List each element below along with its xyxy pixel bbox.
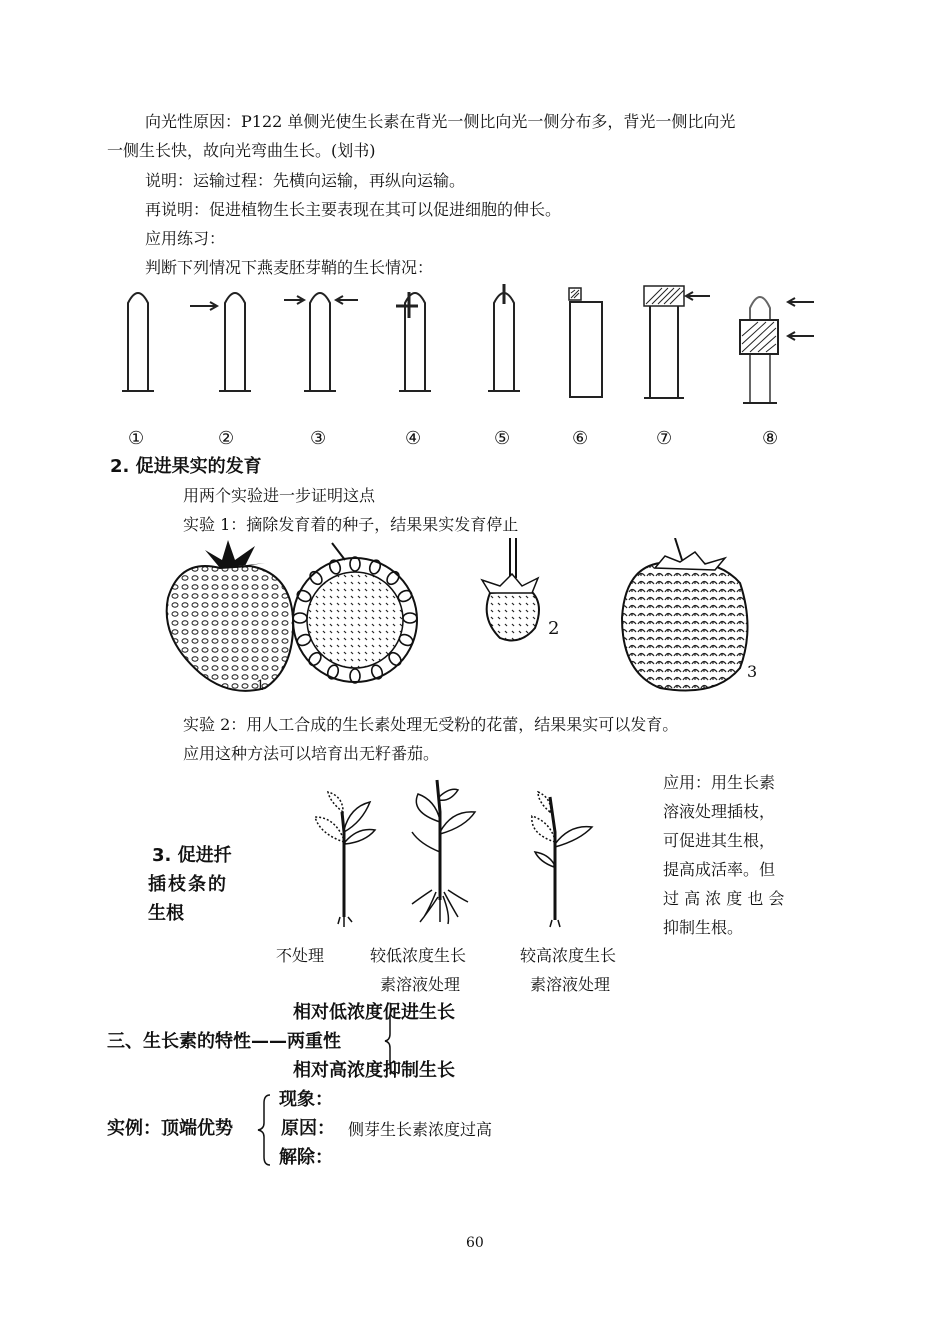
coleoptile-label-3: ③ [310, 428, 327, 449]
section-2-proof: 用两个实验进一步证明这点 [183, 486, 376, 505]
intro-line-1: 向光性原因：P122 单侧光使生长素在背光一侧比向光一侧分布多，背光一侧比向光 [145, 112, 736, 131]
example-cause-key: 原因： [281, 1118, 335, 1139]
strawberry-whole [167, 540, 293, 691]
experiment-2: 实验 2：用人工合成的生长素处理无受粉的花蕾，结果果实可以发育。 [183, 715, 679, 734]
example-phenomenon-key: 现象： [279, 1089, 333, 1110]
application-line-3: 可促进其生根， [663, 831, 776, 850]
intro-line-2: 一侧生长快，故向光弯曲生长。(划书) [107, 141, 376, 160]
coleoptile-label-1: ① [128, 428, 145, 449]
section-2-title: 2. 促进果实的发育 [110, 456, 262, 477]
cutting-untreated [315, 792, 375, 927]
caption-high-line-2: 素溶液处理 [530, 975, 611, 994]
note-1: 说明：运输过程：先横向运输，再纵向运输。 [145, 171, 466, 190]
practice-label: 应用练习： [145, 229, 226, 248]
strawberry-small [482, 538, 539, 640]
page-number: 60 [466, 1235, 484, 1251]
application-line-4: 提高成活率。但 [663, 860, 776, 879]
caption-low-line-2: 素溶液处理 [380, 975, 461, 994]
question: 判断下列情况下燕麦胚芽鞘的生长情况： [145, 258, 434, 277]
note-2: 再说明：促进植物生长主要表现在其可以促进细胞的伸长。 [145, 200, 562, 219]
strawberry-section [293, 543, 417, 683]
application-line-1: 应用：用生长素 [663, 773, 776, 792]
coleoptile-label-4: ④ [405, 428, 422, 449]
application-line-5: 过 高 浓 度 也 会 [663, 889, 785, 908]
cutting-high-concentration [532, 792, 592, 927]
coleoptile-1 [122, 293, 154, 391]
section-3-title-line-3: 生根 [148, 903, 184, 924]
duality-brace [384, 1006, 404, 1076]
coleoptile-7 [644, 286, 710, 398]
example-label: 实例：顶端优势 [107, 1118, 233, 1139]
caption-high-line-1: 较高浓度生长 [520, 946, 617, 965]
example-removal-key: 解除： [279, 1147, 333, 1168]
caption-untreated: 不处理 [276, 946, 325, 965]
example-cause-value: 侧芽生长素浓度过高 [348, 1120, 493, 1139]
coleoptile-figure [100, 278, 840, 408]
fruit-label-3: 3 [747, 662, 758, 681]
coleoptile-8 [740, 297, 814, 403]
duality-heading: 三、生长素的特性——两重性 [107, 1031, 341, 1052]
duality-top: 相对低浓度促进生长 [293, 1002, 455, 1023]
duality-bottom: 相对高浓度抑制生长 [293, 1060, 455, 1081]
caption-low-line-1: 较低浓度生长 [370, 946, 467, 965]
section-3-title-line-1: 3. 促进扦 [152, 845, 232, 866]
cutting-low-concentration [412, 780, 475, 924]
strawberry-figure [160, 538, 780, 698]
application-line-6: 抑制生根。 [663, 918, 744, 937]
example-brace [256, 1093, 276, 1167]
strawberry-large [622, 538, 748, 691]
coleoptile-3 [284, 293, 358, 391]
coleoptile-label-7: ⑦ [656, 428, 673, 449]
fruit-label-2: 2 [548, 618, 560, 639]
coleoptile-label-5: ⑤ [494, 428, 511, 449]
fruit-label-1: 1 [256, 678, 265, 694]
coleoptile-label-8: ⑧ [762, 428, 779, 449]
section-3-title-line-2: 插枝条的 [148, 874, 228, 895]
experiment-1: 实验 1：摘除发育着的种子，结果果实发育停止 [183, 515, 519, 534]
coleoptile-label-6: ⑥ [572, 428, 589, 449]
coleoptile-4 [396, 292, 431, 391]
application-line-2: 溶液处理插枝， [663, 802, 776, 821]
coleoptile-5 [488, 284, 520, 391]
coleoptile-6 [569, 288, 602, 397]
coleoptile-label-2: ② [218, 428, 235, 449]
experiment-apply: 应用这种方法可以培育出无籽番茄。 [183, 744, 440, 763]
coleoptile-2 [190, 293, 251, 391]
cuttings-figure [300, 772, 620, 934]
